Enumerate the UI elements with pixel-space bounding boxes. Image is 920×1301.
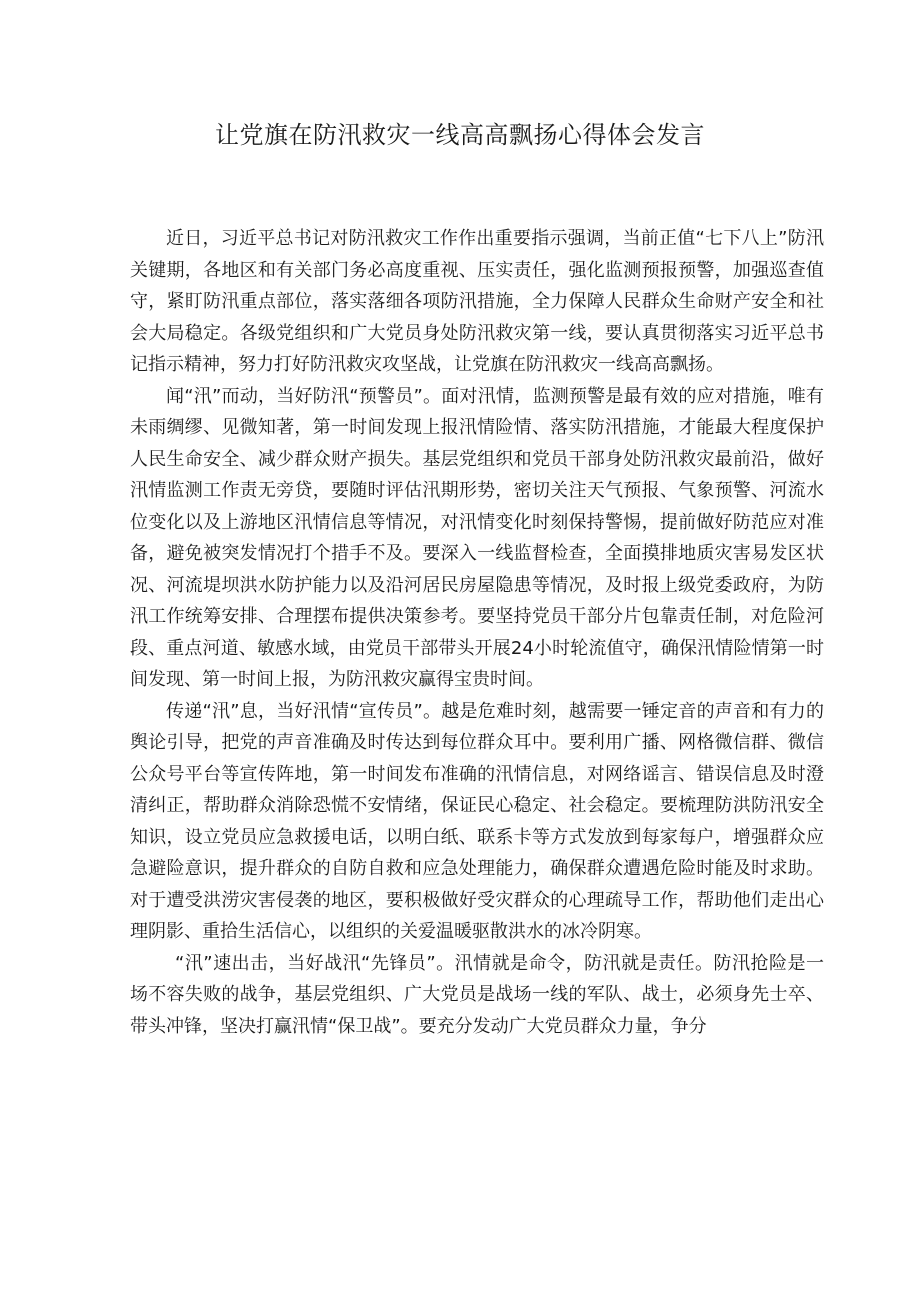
document-body — [130, 223, 824, 1042]
paragraph-vanguard: “汛”速出击，当好战汛“先锋员”。汛情就是命令，防汛就是责任。防汛抢险是一场不容失败的战争，基层党组织、广大党员是战场一线的军队、战士，必须身先士卒、带头冲锋，坚决打赢汛情“保卫战”。要充分发动广大党员群众力量，争分 — [130, 952, 824, 1037]
paragraph-intro: 近日，习近平总书记对防汛救灾工作作出重要指示强调，当前正值“七下八上”防汛关键期，各地区和有关部门务必高度重视、压实责任，强化监测预报预警，加强巡查值守，紧盯防汛重点部位，落实落细各项防汛措施，全力保障人民群众生命财产安全和社会大局稳定。各级党组织和广大党员身处防汛救灾第一线，要认真贯彻落实习近平总书记指示精神，努力打好防汛救灾攻坚战，让党旗在防汛救灾一线高高飘扬。 — [130, 228, 824, 375]
paragraph-publicity: 传递“汛”息，当好汛情“宣传员”。越是危难时刻，越需要一锤定音的声音和有力的舆论引导，把党的声音准确及时传达到每位群众耳中。要利用广播、网格微信群、微信公众号平台等宣传阵地，第一时间发布准确的汛情信息，对网络谣言、错误信息及时澄清纠正，帮助群众消除恐慌不安情绪，保证民心稳定、社会稳定。要梳理防洪防汛安全知识，设立党员应急救援电话，以明白纸、联系卡等方式发放到每家每户，增强群众应急避险意识，提升群众的自防自救和应急处理能力，确保群众遭遇危险时能及时求助。对于遭受洪涝灾害侵袭的地区，要积极做好受灾群众的心理疏导工作，帮助他们走出心理阴影、重拾生活信心，以组织的关爱温暖驱散洪水的冰冷阴寒。 — [130, 700, 824, 942]
paragraph-warning: 闻“汛”而动，当好防汛“预警员”。面对汛情，监测预警是最有效的应对措施，唯有未雨绸缪、见微知著，第一时间发现上报汛情险情、落实防汛措施，才能最大程度保护人民生命安全、减少群众财产损失。基层党组织和党员干部身处防汛救灾最前沿，做好汛情监测工作责无旁贷，要随时评估汛期形势，密切关注天气预报、气象预警、河流水位变化以及上游地区汛情信息等情况，对汛情变化时刻保持警惕，提前做好防范应对准备，避免被突发情况打个措手不及。要深入一线监督检查，全面摸排地质灾害易发区状况、河流堤坝洪水防护能力以及沿河居民房屋隐患等情况，及时报上级党委政府，为防汛工作统筹安排、合理摆布提供决策参考。要坚持党员干部分片包靠责任制，对危险河段、重点河道、敏感水域，由党员干部带头开展24小时轮流值守，确保汛情险情第一时间发现、第一时间上报，为防汛救灾赢得宝贵时间。 — [130, 385, 824, 690]
document-title: 让党旗在防汛救灾一线高高飘扬心得体会发言 — [215, 121, 705, 149]
